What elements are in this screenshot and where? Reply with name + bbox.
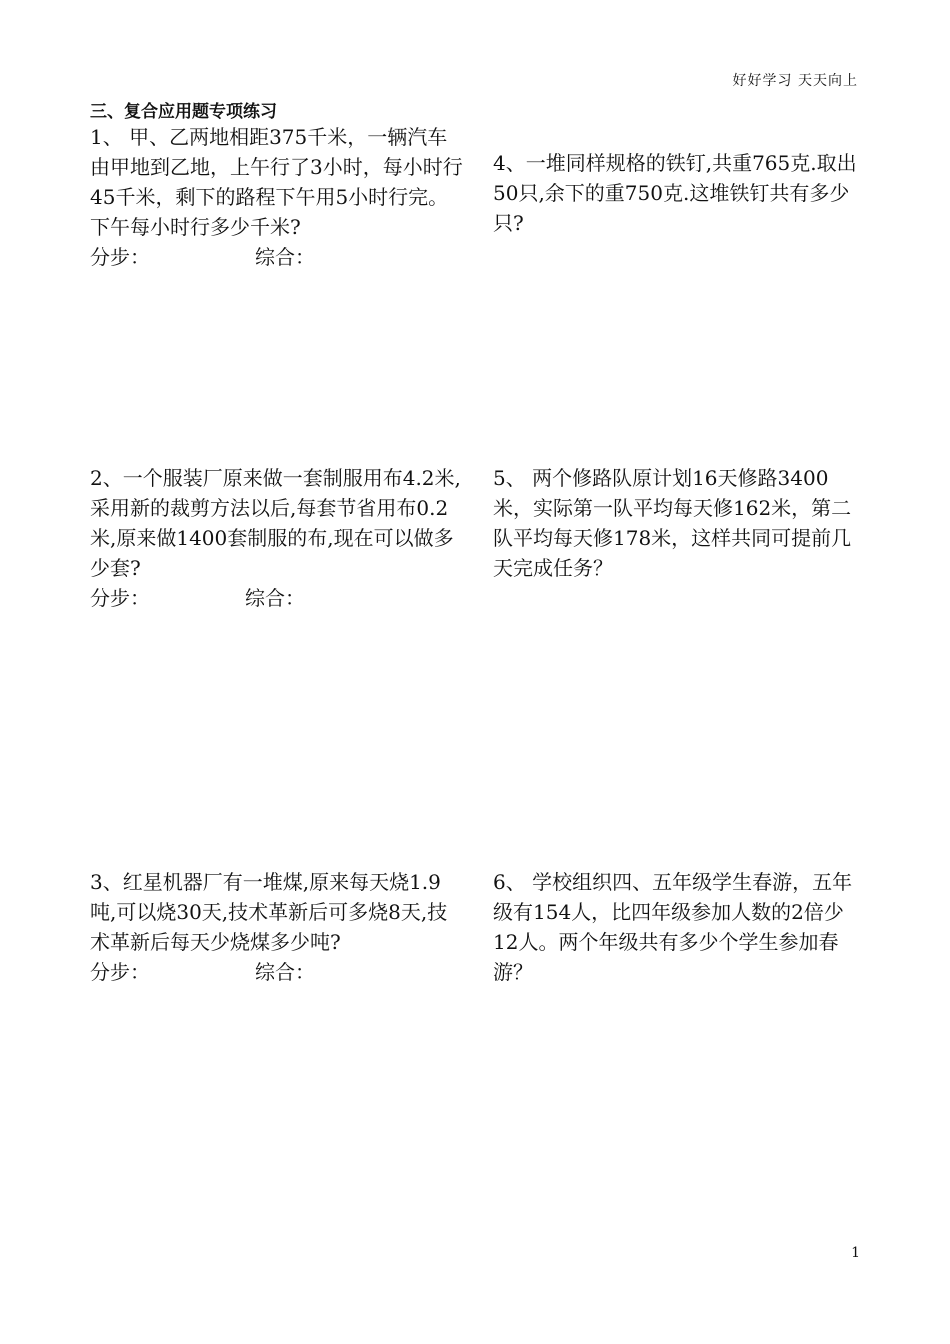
section-title: 三、复合应用题专项练习	[90, 102, 277, 122]
header-motto: 好好学习 天天向上	[732, 73, 858, 89]
work-row	[90, 583, 465, 613]
problem-2	[90, 463, 465, 613]
problem-6	[493, 867, 863, 987]
work-row	[90, 242, 465, 272]
step-label: 分步：	[90, 245, 150, 269]
problem-4	[493, 148, 863, 238]
step-label: 分步：	[90, 960, 150, 984]
problem-text: 4、一堆同样规格的铁钉,共重765克.取出50只,余下的重750克.这堆铁钉共有多少只?	[493, 151, 857, 235]
problem-text: 3、红星机器厂有一堆煤,原来每天烧1.9吨,可以烧30天,技术革新后可多烧8天,技术革新后每天少烧煤多少吨?	[90, 870, 448, 954]
problem-text: 2、一个服装厂原来做一套制服用布4.2米,采用新的裁剪方法以后,每套节省用布0.2米,原来做1400套制服的布,现在可以做多少套?	[90, 466, 461, 580]
problem-3	[90, 867, 465, 987]
problem-text: 6、 学校组织四、五年级学生春游，五年级有154人，比四年级参加人数的2倍少12人。两个年级共有多少个学生参加春游？	[493, 870, 853, 984]
work-row	[90, 957, 465, 987]
step-label: 分步：	[90, 586, 150, 610]
problem-text: 1、 甲、乙两地相距375千米，一辆汽车由甲地到乙地，上午行了3小时，每小时行45千米，剩下的路程下午用5小时行完。下午每小时行多少千米?	[90, 125, 463, 239]
page-number: 1	[851, 1245, 860, 1261]
combined-label: 综合：	[255, 960, 315, 984]
problem-5	[493, 463, 863, 583]
combined-label: 综合：	[245, 586, 305, 610]
combined-label: 综合：	[255, 245, 315, 269]
problem-1	[90, 122, 465, 272]
problem-text: 5、 两个修路队原计划16天修路3400米，实际第一队平均每天修162米，第二队平均每天修178米，这样共同可提前几天完成任务？	[493, 466, 852, 580]
